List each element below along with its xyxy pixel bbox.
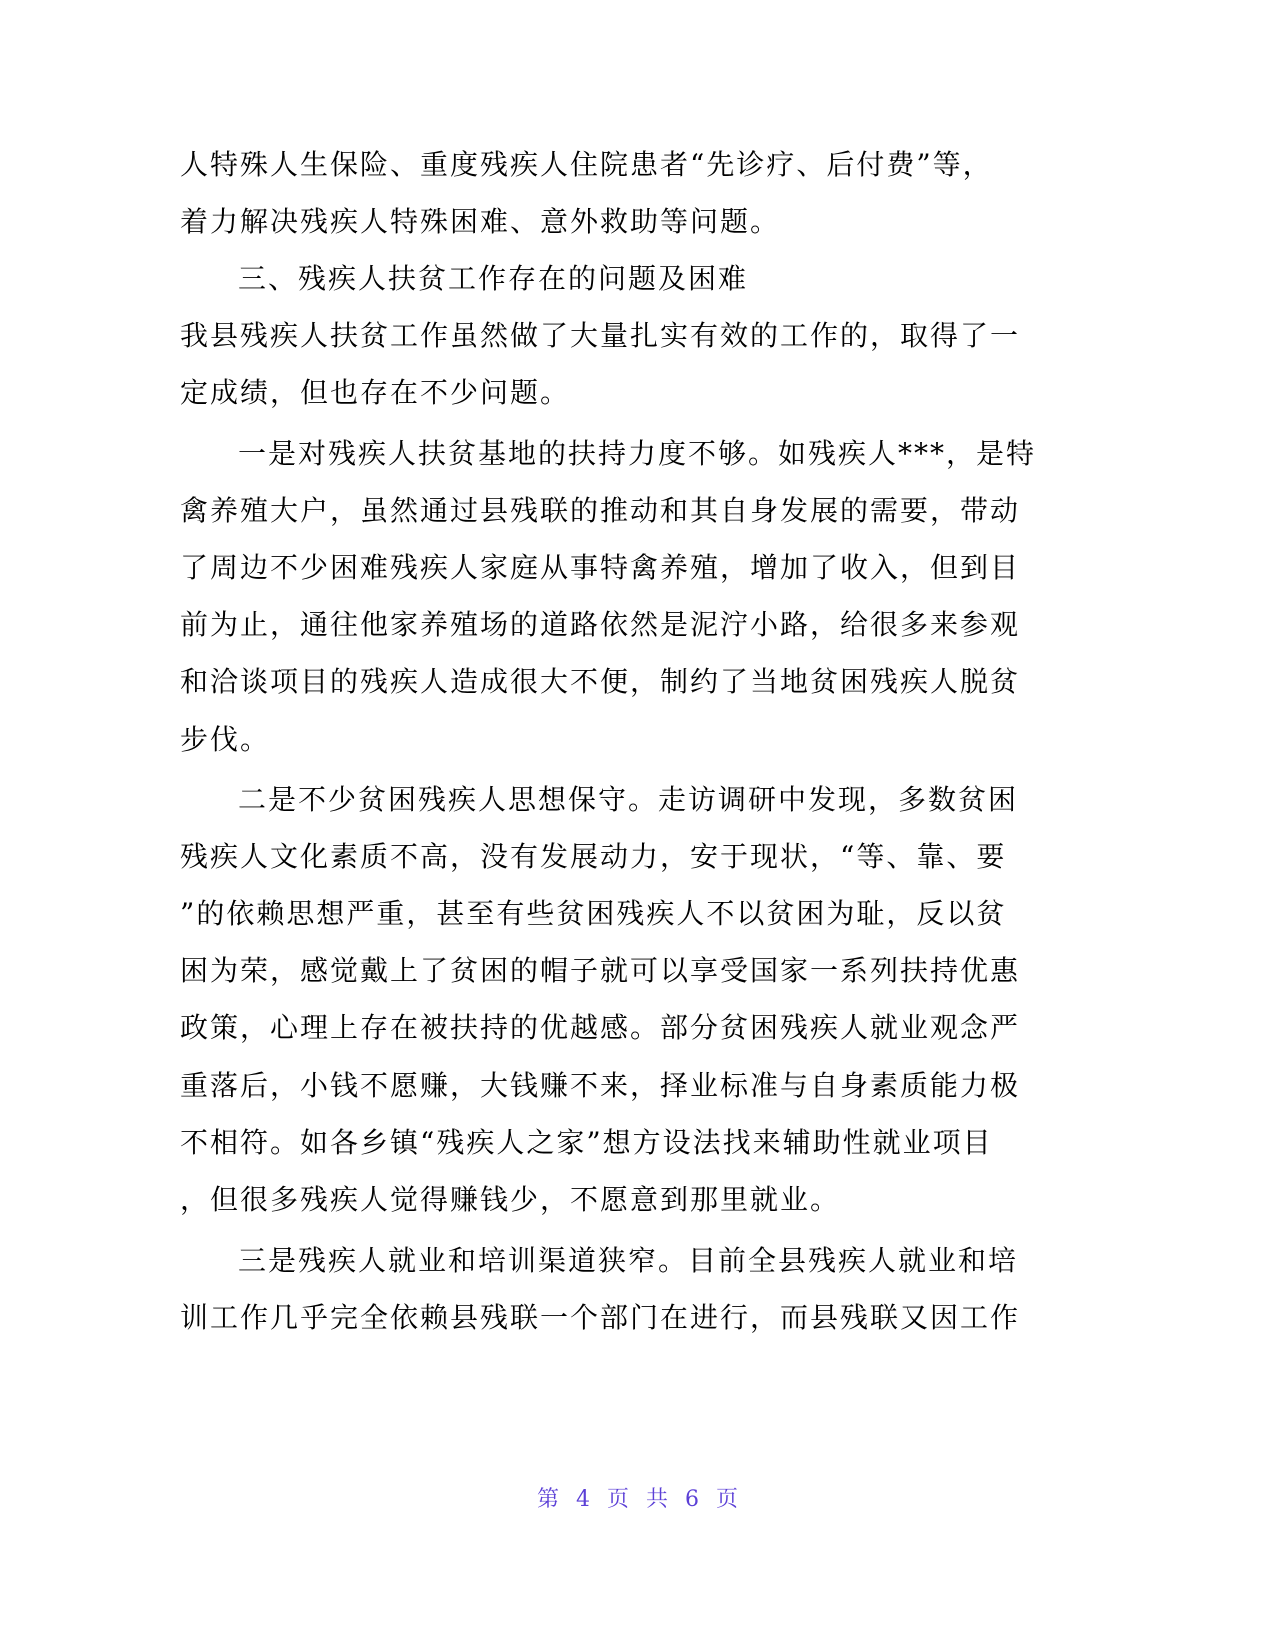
text-line: 三是残疾人就业和培训渠道狭窄。目前全县残疾人就业和培 [238,1244,1019,1277]
text-line: 了周边不少困难残疾人家庭从事特禽养殖，增加了收入，但到目 [180,551,1021,584]
text-line: 训工作几乎完全依赖县残联一个部门在进行，而县残联又因工作 [180,1301,1021,1334]
text-line: 政策，心理上存在被扶持的优越感。部分贫困残疾人就业观念严 [180,1011,1021,1044]
text-line: 和洽谈项目的残疾人造成很大不便，制约了当地贫困残疾人脱贫 [180,665,1021,698]
footer-total-pages: 6 [685,1487,699,1512]
text-line: 重落后，小钱不愿赚，大钱赚不来，择业标准与自身素质能力极 [180,1069,1021,1102]
text-line: 定成绩，但也存在不少问题。 [180,376,571,409]
text-line: 困为荣，感觉戴上了贫困的帽子就可以享受国家一系列扶持优惠 [180,954,1021,987]
text-line: 一是对残疾人扶贫基地的扶持力度不够。如残疾人***，是特 [238,437,1037,470]
text-line: 我县残疾人扶贫工作虽然做了大量扎实有效的工作的，取得了一 [180,319,1021,352]
footer-page-number: 4 [576,1487,590,1512]
text-line: 二是不少贫困残疾人思想保守。走访调研中发现，多数贫困 [238,783,1019,816]
text-line: 前为止，通往他家养殖场的道路依然是泥泞小路，给很多来参观 [180,608,1021,641]
page-footer [0,1485,1275,1515]
text-line: ”的依赖思想严重，甚至有些贫困残疾人不以贫困为耻，反以贫 [180,897,1007,930]
text-line: 残疾人文化素质不高，没有发展动力，安于现状，“等、靠、要 [180,840,1007,873]
text-line: 不相符。如各乡镇“残疾人之家”想方设法找来辅助性就业项目 [180,1126,993,1159]
section-heading: 三、残疾人扶贫工作存在的问题及困难 [238,262,749,295]
footer-prefix: 第 [536,1487,559,1512]
text-line: 步伐。 [180,723,271,756]
text-line: 禽养殖大户，虽然通过县残联的推动和其自身发展的需要，带动 [180,494,1021,527]
text-line: ，但很多残疾人觉得赚钱少，不愿意到那里就业。 [180,1183,841,1216]
footer-middle: 页 共 [607,1487,668,1512]
text-line: 着力解决残疾人特殊困难、意外救助等问题。 [180,205,781,238]
footer-suffix: 页 [716,1487,739,1512]
text-line: 人特殊人生保险、重度残疾人住院患者“先诊疗、后付费”等， [180,148,993,181]
